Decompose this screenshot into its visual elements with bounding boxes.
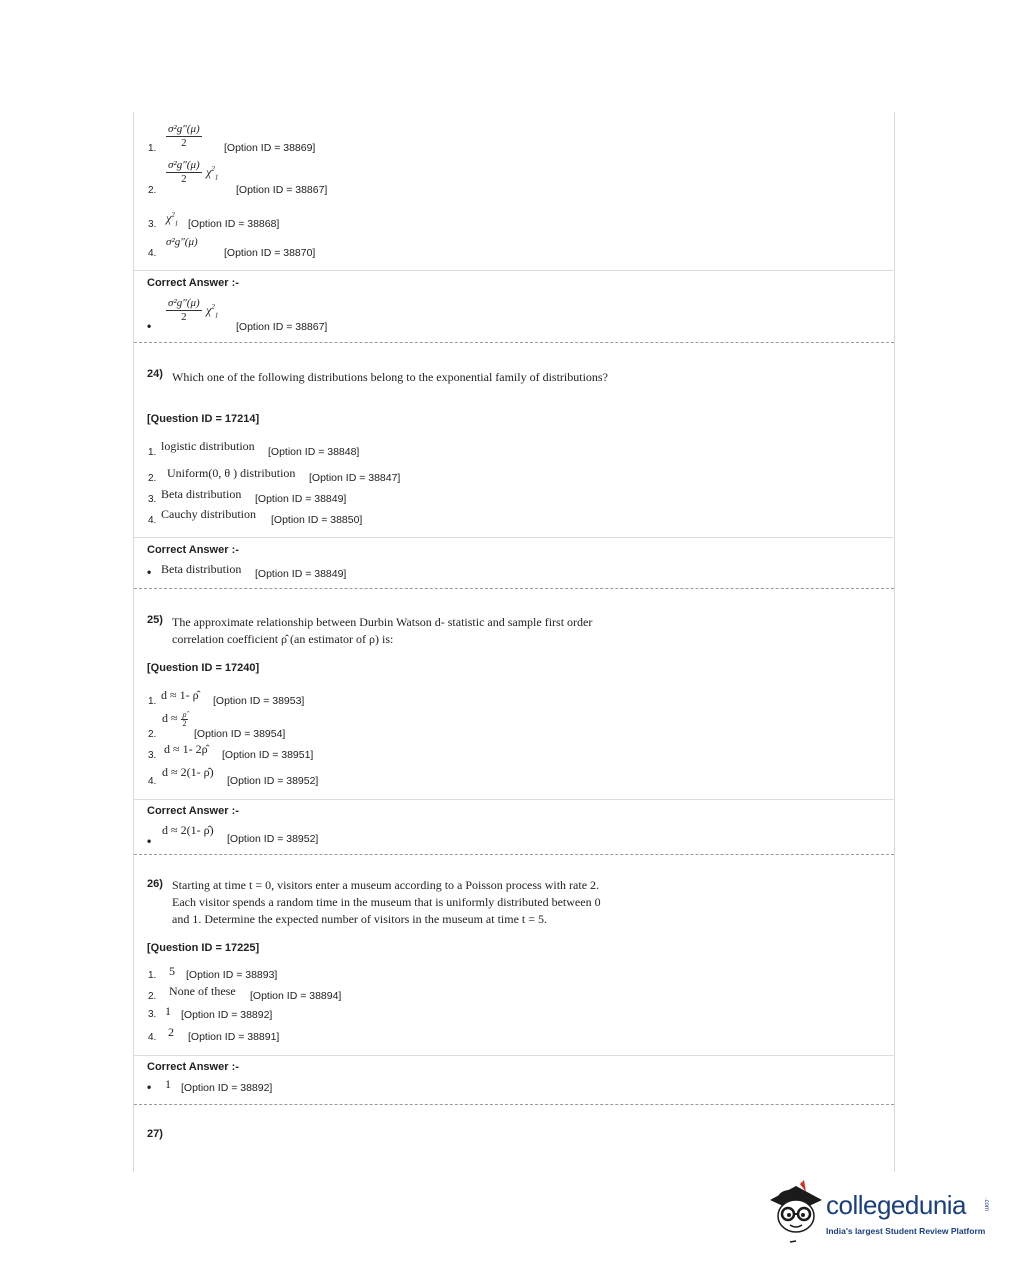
collegedunia-logo xyxy=(766,1178,996,1248)
divider xyxy=(134,270,894,271)
q25-text-line-1: The approximate relationship between Durbin Watson d- statistic and sample first order xyxy=(172,615,593,629)
question-separator xyxy=(134,1104,894,1105)
q24-answer-text: Beta distribution xyxy=(161,562,242,576)
brand-domain: .com xyxy=(983,1198,989,1212)
q26-option-4-id: [Option ID = 38891] xyxy=(188,1031,280,1043)
exam-page xyxy=(133,112,895,1172)
q25-option-1-number: 1. xyxy=(148,696,157,707)
question-separator xyxy=(134,342,894,343)
q25-option-2-id: [Option ID = 38954] xyxy=(194,728,286,740)
q24-text: Which one of the following distributions belong to the exponential family of distributions? xyxy=(172,370,608,384)
q24-option-1-number: 1. xyxy=(148,447,157,458)
question-separator xyxy=(134,854,894,855)
q23-correct-answer-label: Correct Answer :- xyxy=(147,277,239,289)
q23-answer-formula xyxy=(166,296,218,324)
q25-option-4-id: [Option ID = 38952] xyxy=(227,775,319,787)
q25-option-1-text: d ≈ 1- ρ̂ xyxy=(161,688,199,702)
q26-text-line-3: and 1. Determine the expected number of visitors in the museum at time t = 5. xyxy=(172,912,548,926)
q26-option-4-text: 2 xyxy=(168,1025,174,1039)
formula-denominator: 2 xyxy=(181,173,187,185)
answer-bullet: • xyxy=(147,1080,152,1094)
formula-numerator: σ²g″(μ) xyxy=(168,297,200,309)
q24-correct-answer-label: Correct Answer :- xyxy=(147,544,239,556)
chi-square-symbol: $\chi^2_1$ xyxy=(206,165,219,182)
answer-bullet: • xyxy=(147,565,152,579)
q26-answer-text: 1 xyxy=(165,1077,171,1091)
answer-bullet: • xyxy=(147,319,152,333)
q23-option-2-formula xyxy=(166,158,218,186)
q25-correct-answer-label: Correct Answer :- xyxy=(147,805,239,817)
q24-option-1-text: logistic distribution xyxy=(161,439,255,453)
q24-option-3-number: 3. xyxy=(148,494,157,505)
divider xyxy=(134,537,894,538)
q25-option-3-id: [Option ID = 38951] xyxy=(222,749,314,761)
q24-option-2-number: 2. xyxy=(148,473,157,484)
divider xyxy=(134,1055,894,1056)
formula-denominator: 2 xyxy=(182,719,187,728)
chi-square-symbol: $\chi^2_1$ xyxy=(166,211,179,228)
formula-numerator: σ²g″(μ) xyxy=(168,123,200,135)
q23-option-2-number: 2. xyxy=(148,185,157,196)
q23-option-4-number: 4. xyxy=(148,248,157,259)
q26-option-3-id: [Option ID = 38892] xyxy=(181,1009,273,1021)
q24-option-3-text: Beta distribution xyxy=(161,487,242,501)
q23-option-2-id: [Option ID = 38867] xyxy=(236,184,328,196)
q23-option-4-id: [Option ID = 38870] xyxy=(224,247,316,259)
divider xyxy=(134,799,894,800)
q24-option-1-id: [Option ID = 38848] xyxy=(268,446,360,458)
q27-number: 27) xyxy=(147,1128,163,1140)
q23-answer-id: [Option ID = 38867] xyxy=(236,321,328,333)
q26-text-line-2: Each visitor spends a random time in the museum that is uniformly distributed between 0 xyxy=(172,895,601,909)
q23-option-3-number: 3. xyxy=(148,219,157,230)
q26-option-2-id: [Option ID = 38894] xyxy=(250,990,342,1002)
q25-option-4-text: d ≈ 2(1- ρ̂) xyxy=(162,765,214,779)
q24-option-4-id: [Option ID = 38850] xyxy=(271,514,363,526)
q24-option-4-text: Cauchy distribution xyxy=(161,507,256,521)
q24-option-3-id: [Option ID = 38849] xyxy=(255,493,347,505)
q25-option-1-id: [Option ID = 38953] xyxy=(213,695,305,707)
answer-bullet: • xyxy=(147,834,152,848)
q26-text-line-1: Starting at time t = 0, visitors enter a museum according to a Poisson process with rate 2. xyxy=(172,878,600,892)
q25-option-2-formula xyxy=(162,710,188,728)
mascot-icon xyxy=(766,1178,826,1248)
q24-option-4-number: 4. xyxy=(148,515,157,526)
q26-option-3-number: 3. xyxy=(148,1009,157,1020)
q25-question-id: [Question ID = 17240] xyxy=(147,662,260,674)
q24-option-2-id: [Option ID = 38847] xyxy=(309,472,401,484)
q26-option-1-number: 1. xyxy=(148,970,157,981)
q25-answer-text: d ≈ 2(1- ρ̂) xyxy=(162,823,214,837)
q23-option-3-id: [Option ID = 38868] xyxy=(188,218,280,230)
formula-text: d ≈ xyxy=(162,710,178,725)
formula-numerator: σ²g″(μ) xyxy=(168,159,200,171)
chi-square-symbol: $\chi^2_1$ xyxy=(206,303,219,320)
q24-number: 24) xyxy=(147,368,163,380)
q26-correct-answer-label: Correct Answer :- xyxy=(147,1061,239,1073)
q25-number: 25) xyxy=(147,614,163,626)
formula-denominator: 2 xyxy=(181,137,187,149)
question-separator xyxy=(134,588,894,589)
q26-option-1-text: 5 xyxy=(169,964,175,978)
q24-answer-id: [Option ID = 38849] xyxy=(255,568,347,580)
q26-option-3-text: 1 xyxy=(165,1004,171,1018)
q23-option-4-formula xyxy=(166,236,198,248)
q24-option-2-text: Uniform(0, θ ) distribution xyxy=(167,466,296,480)
q26-option-1-id: [Option ID = 38893] xyxy=(186,969,278,981)
q23-option-1-formula xyxy=(166,122,202,150)
q25-option-2-number: 2. xyxy=(148,729,157,740)
q24-question-id: [Question ID = 17214] xyxy=(147,413,260,425)
q25-option-4-number: 4. xyxy=(148,776,157,787)
q25-text-line-2: correlation coefficient ρ̂ (an estimator of ρ) is: xyxy=(172,632,394,646)
formula-denominator: 2 xyxy=(181,311,187,323)
q26-option-2-text: None of these xyxy=(169,984,236,998)
q26-number: 26) xyxy=(147,878,163,890)
formula-numerator: ρ̂ xyxy=(182,710,187,719)
q25-option-3-number: 3. xyxy=(148,750,157,761)
brand-name: collegedunia xyxy=(826,1190,967,1220)
brand-tagline: India's largest Student Review Platform xyxy=(826,1226,986,1236)
q26-question-id: [Question ID = 17225] xyxy=(147,942,260,954)
q25-option-3-text: d ≈ 1- 2ρ̂ xyxy=(164,742,208,756)
formula-text: σ²g″(μ) xyxy=(166,236,198,248)
q23-option-1-number: 1. xyxy=(148,143,157,154)
q25-answer-id: [Option ID = 38952] xyxy=(227,833,319,845)
q26-option-2-number: 2. xyxy=(148,991,157,1002)
q26-option-4-number: 4. xyxy=(148,1032,157,1043)
q26-answer-id: [Option ID = 38892] xyxy=(181,1082,273,1094)
q23-option-1-id: [Option ID = 38869] xyxy=(224,142,316,154)
